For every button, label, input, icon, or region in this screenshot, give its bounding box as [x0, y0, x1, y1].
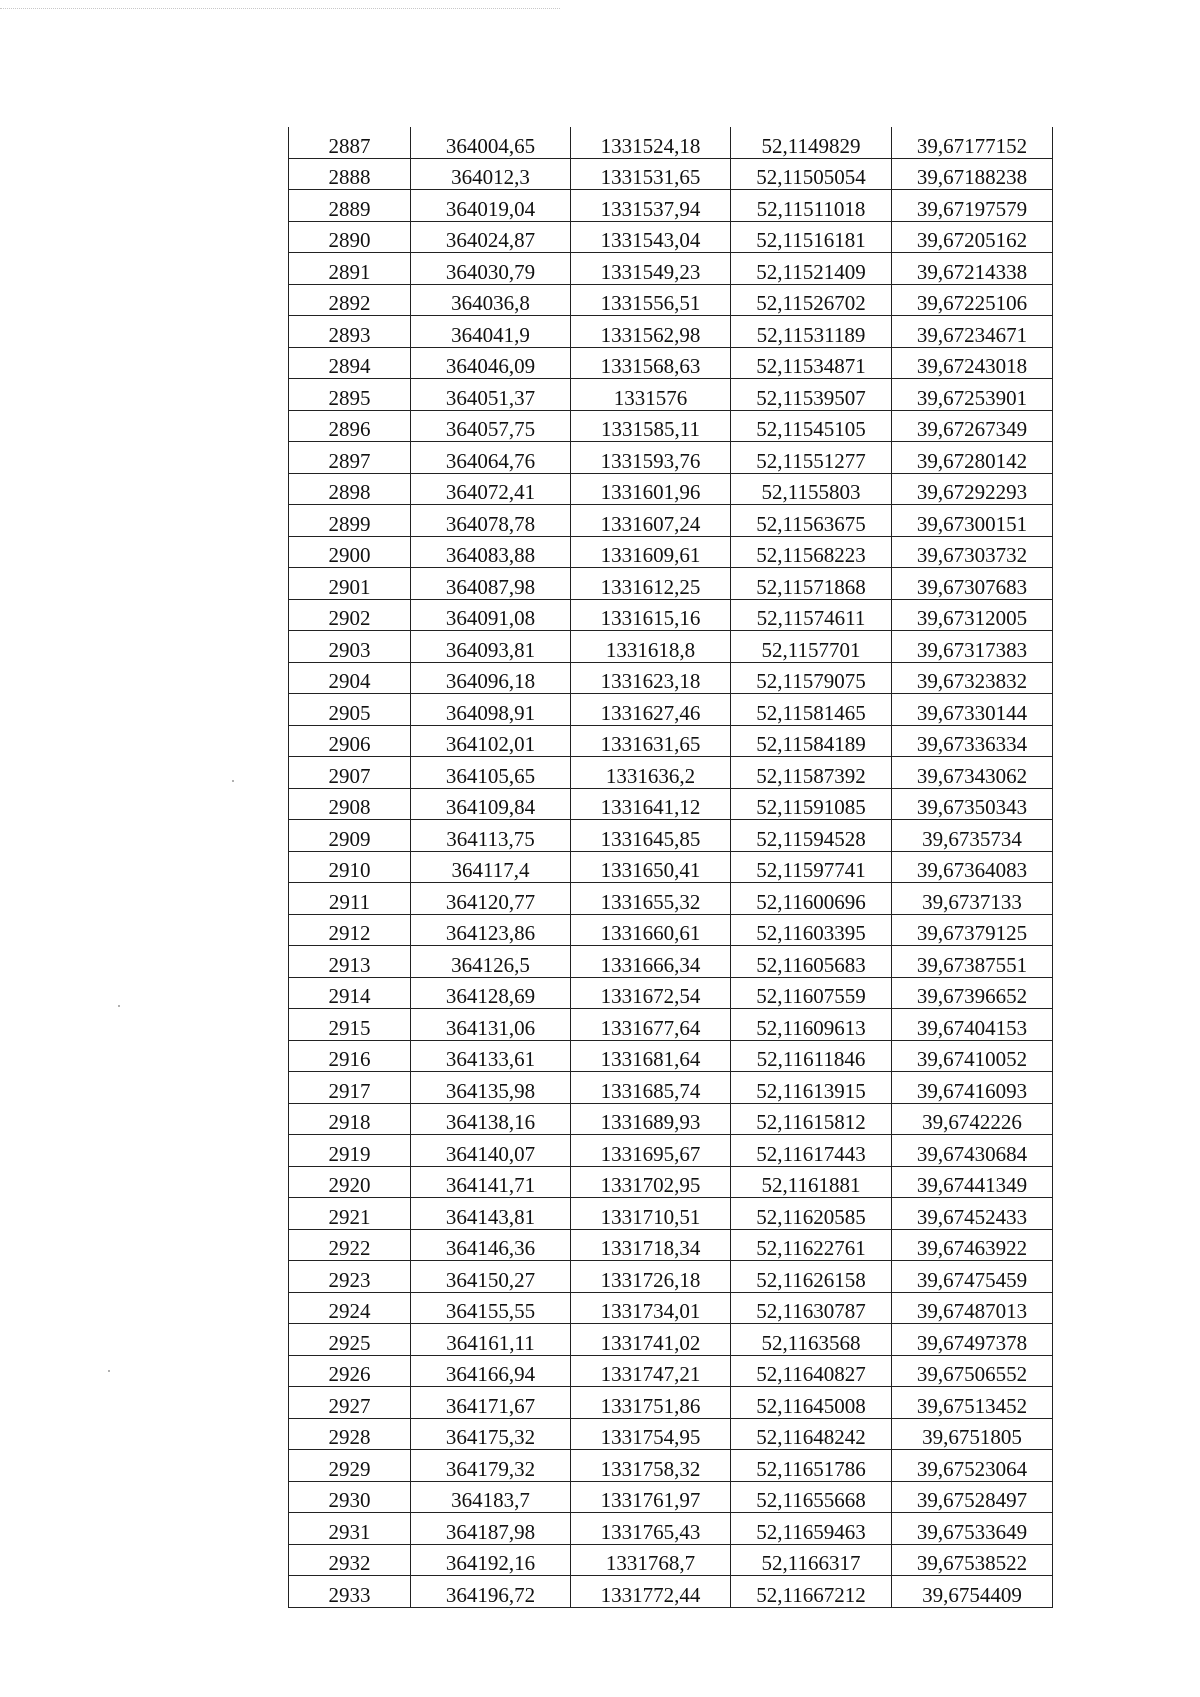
y-coordinate-cell: 1331768,7: [571, 1544, 731, 1576]
latitude-cell: 52,1166317: [731, 1544, 892, 1576]
x-coordinate-cell: 364087,98: [411, 568, 571, 600]
y-coordinate-cell: 1331562,98: [571, 316, 731, 348]
latitude-cell: 52,11615812: [731, 1103, 892, 1135]
longitude-cell: 39,67225106: [892, 284, 1053, 316]
longitude-cell: 39,67303732: [892, 536, 1053, 568]
y-coordinate-cell: 1331524,18: [571, 127, 731, 158]
x-coordinate-cell: 364123,86: [411, 914, 571, 946]
y-coordinate-cell: 1331660,61: [571, 914, 731, 946]
y-coordinate-cell: 1331761,97: [571, 1481, 731, 1513]
x-coordinate-cell: 364083,88: [411, 536, 571, 568]
x-coordinate-cell: 364133,61: [411, 1040, 571, 1072]
table-row: [289, 977, 1053, 1009]
table-row: [289, 253, 1053, 285]
point-number-cell: 2920: [289, 1166, 411, 1198]
y-coordinate-cell: 1331568,63: [571, 347, 731, 379]
point-number-cell: 2907: [289, 757, 411, 789]
point-number-cell: 2894: [289, 347, 411, 379]
y-coordinate-cell: 1331681,64: [571, 1040, 731, 1072]
table-row: [289, 1481, 1053, 1513]
latitude-cell: 52,11579075: [731, 662, 892, 694]
x-coordinate-cell: 364072,41: [411, 473, 571, 505]
y-coordinate-cell: 1331666,34: [571, 946, 731, 978]
y-coordinate-cell: 1331677,64: [571, 1009, 731, 1041]
x-coordinate-cell: 364105,65: [411, 757, 571, 789]
x-coordinate-cell: 364117,4: [411, 851, 571, 883]
scan-artifact-line: [0, 8, 560, 9]
latitude-cell: 52,11516181: [731, 221, 892, 253]
point-number-cell: 2916: [289, 1040, 411, 1072]
y-coordinate-cell: 1331585,11: [571, 410, 731, 442]
table-row: [289, 883, 1053, 915]
point-number-cell: 2922: [289, 1229, 411, 1261]
table-row: [289, 505, 1053, 537]
point-number-cell: 2929: [289, 1450, 411, 1482]
longitude-cell: 39,67364083: [892, 851, 1053, 883]
x-coordinate-cell: 364155,55: [411, 1292, 571, 1324]
y-coordinate-cell: 1331609,61: [571, 536, 731, 568]
y-coordinate-cell: 1331636,2: [571, 757, 731, 789]
y-coordinate-cell: 1331631,65: [571, 725, 731, 757]
longitude-cell: 39,67292293: [892, 473, 1053, 505]
y-coordinate-cell: 1331726,18: [571, 1261, 731, 1293]
point-number-cell: 2908: [289, 788, 411, 820]
latitude-cell: 52,11655668: [731, 1481, 892, 1513]
point-number-cell: 2921: [289, 1198, 411, 1230]
latitude-cell: 52,11587392: [731, 757, 892, 789]
point-number-cell: 2917: [289, 1072, 411, 1104]
x-coordinate-cell: 364041,9: [411, 316, 571, 348]
latitude-cell: 52,11626158: [731, 1261, 892, 1293]
table-row: [289, 1544, 1053, 1576]
point-number-cell: 2887: [289, 127, 411, 158]
longitude-cell: 39,67280142: [892, 442, 1053, 474]
latitude-cell: 52,11531189: [731, 316, 892, 348]
x-coordinate-cell: 364146,36: [411, 1229, 571, 1261]
x-coordinate-cell: 364098,91: [411, 694, 571, 726]
longitude-cell: 39,67253901: [892, 379, 1053, 411]
point-number-cell: 2909: [289, 820, 411, 852]
point-number-cell: 2888: [289, 158, 411, 190]
longitude-cell: 39,67533649: [892, 1513, 1053, 1545]
table-row: [289, 410, 1053, 442]
latitude-cell: 52,11581465: [731, 694, 892, 726]
longitude-cell: 39,67410052: [892, 1040, 1053, 1072]
table-row: [289, 127, 1053, 158]
y-coordinate-cell: 1331747,21: [571, 1355, 731, 1387]
table-row: [289, 1387, 1053, 1419]
point-number-cell: 2891: [289, 253, 411, 285]
x-coordinate-cell: 364138,16: [411, 1103, 571, 1135]
point-number-cell: 2890: [289, 221, 411, 253]
longitude-cell: 39,67336334: [892, 725, 1053, 757]
latitude-cell: 52,11574611: [731, 599, 892, 631]
y-coordinate-cell: 1331607,24: [571, 505, 731, 537]
latitude-cell: 52,11597741: [731, 851, 892, 883]
longitude-cell: 39,67487013: [892, 1292, 1053, 1324]
latitude-cell: 52,11630787: [731, 1292, 892, 1324]
latitude-cell: 52,11551277: [731, 442, 892, 474]
latitude-cell: 52,1155803: [731, 473, 892, 505]
longitude-cell: 39,67243018: [892, 347, 1053, 379]
point-number-cell: 2924: [289, 1292, 411, 1324]
table-row: [289, 568, 1053, 600]
latitude-cell: 52,11594528: [731, 820, 892, 852]
y-coordinate-cell: 1331543,04: [571, 221, 731, 253]
y-coordinate-cell: 1331718,34: [571, 1229, 731, 1261]
latitude-cell: 52,11605683: [731, 946, 892, 978]
table-row: [289, 694, 1053, 726]
x-coordinate-cell: 364166,94: [411, 1355, 571, 1387]
x-coordinate-cell: 364102,01: [411, 725, 571, 757]
latitude-cell: 52,11534871: [731, 347, 892, 379]
x-coordinate-cell: 364030,79: [411, 253, 571, 285]
longitude-cell: 39,6751805: [892, 1418, 1053, 1450]
point-number-cell: 2904: [289, 662, 411, 694]
table-row: [289, 1166, 1053, 1198]
y-coordinate-cell: 1331650,41: [571, 851, 731, 883]
x-coordinate-cell: 364150,27: [411, 1261, 571, 1293]
x-coordinate-cell: 364196,72: [411, 1576, 571, 1608]
latitude-cell: 52,11521409: [731, 253, 892, 285]
y-coordinate-cell: 1331576: [571, 379, 731, 411]
longitude-cell: 39,6754409: [892, 1576, 1053, 1608]
y-coordinate-cell: 1331641,12: [571, 788, 731, 820]
table-row: [289, 221, 1053, 253]
y-coordinate-cell: 1331618,8: [571, 631, 731, 663]
point-number-cell: 2927: [289, 1387, 411, 1419]
latitude-cell: 52,11617443: [731, 1135, 892, 1167]
x-coordinate-cell: 364046,09: [411, 347, 571, 379]
point-number-cell: 2928: [289, 1418, 411, 1450]
coordinate-table: [288, 127, 1053, 1608]
y-coordinate-cell: 1331734,01: [571, 1292, 731, 1324]
table-row: [289, 1292, 1053, 1324]
point-number-cell: 2899: [289, 505, 411, 537]
table-row: [289, 316, 1053, 348]
point-number-cell: 2932: [289, 1544, 411, 1576]
latitude-cell: 52,11613915: [731, 1072, 892, 1104]
point-number-cell: 2919: [289, 1135, 411, 1167]
table-row: [289, 190, 1053, 222]
longitude-cell: 39,67300151: [892, 505, 1053, 537]
table-row: [289, 1324, 1053, 1356]
longitude-cell: 39,67513452: [892, 1387, 1053, 1419]
point-number-cell: 2925: [289, 1324, 411, 1356]
y-coordinate-cell: 1331758,32: [571, 1450, 731, 1482]
y-coordinate-cell: 1331612,25: [571, 568, 731, 600]
longitude-cell: 39,67307683: [892, 568, 1053, 600]
longitude-cell: 39,67323832: [892, 662, 1053, 694]
longitude-cell: 39,67267349: [892, 410, 1053, 442]
point-number-cell: 2931: [289, 1513, 411, 1545]
x-coordinate-cell: 364128,69: [411, 977, 571, 1009]
table-row: [289, 914, 1053, 946]
x-coordinate-cell: 364140,07: [411, 1135, 571, 1167]
y-coordinate-cell: 1331627,46: [571, 694, 731, 726]
table-row: [289, 820, 1053, 852]
latitude-cell: 52,11648242: [731, 1418, 892, 1450]
y-coordinate-cell: 1331689,93: [571, 1103, 731, 1135]
longitude-cell: 39,67528497: [892, 1481, 1053, 1513]
y-coordinate-cell: 1331549,23: [571, 253, 731, 285]
longitude-cell: 39,67463922: [892, 1229, 1053, 1261]
point-number-cell: 2896: [289, 410, 411, 442]
point-number-cell: 2892: [289, 284, 411, 316]
x-coordinate-cell: 364078,78: [411, 505, 571, 537]
x-coordinate-cell: 364131,06: [411, 1009, 571, 1041]
scan-speck: [118, 1005, 120, 1007]
table-row: [289, 284, 1053, 316]
x-coordinate-cell: 364183,7: [411, 1481, 571, 1513]
longitude-cell: 39,67188238: [892, 158, 1053, 190]
latitude-cell: 52,1149829: [731, 127, 892, 158]
latitude-cell: 52,11607559: [731, 977, 892, 1009]
x-coordinate-cell: 364175,32: [411, 1418, 571, 1450]
longitude-cell: 39,67523064: [892, 1450, 1053, 1482]
x-coordinate-cell: 364019,04: [411, 190, 571, 222]
y-coordinate-cell: 1331765,43: [571, 1513, 731, 1545]
x-coordinate-cell: 364024,87: [411, 221, 571, 253]
table-row: [289, 473, 1053, 505]
point-number-cell: 2926: [289, 1355, 411, 1387]
longitude-cell: 39,67538522: [892, 1544, 1053, 1576]
point-number-cell: 2911: [289, 883, 411, 915]
latitude-cell: 52,11545105: [731, 410, 892, 442]
longitude-cell: 39,67430684: [892, 1135, 1053, 1167]
longitude-cell: 39,6737133: [892, 883, 1053, 915]
table-row: [289, 1513, 1053, 1545]
x-coordinate-cell: 364135,98: [411, 1072, 571, 1104]
y-coordinate-cell: 1331601,96: [571, 473, 731, 505]
y-coordinate-cell: 1331754,95: [571, 1418, 731, 1450]
table-row: [289, 1229, 1053, 1261]
x-coordinate-cell: 364051,37: [411, 379, 571, 411]
point-number-cell: 2893: [289, 316, 411, 348]
x-coordinate-cell: 364171,67: [411, 1387, 571, 1419]
x-coordinate-cell: 364036,8: [411, 284, 571, 316]
point-number-cell: 2901: [289, 568, 411, 600]
point-number-cell: 2913: [289, 946, 411, 978]
y-coordinate-cell: 1331685,74: [571, 1072, 731, 1104]
x-coordinate-cell: 364126,5: [411, 946, 571, 978]
y-coordinate-cell: 1331531,65: [571, 158, 731, 190]
table-row: [289, 158, 1053, 190]
longitude-cell: 39,67343062: [892, 757, 1053, 789]
longitude-cell: 39,67234671: [892, 316, 1053, 348]
latitude-cell: 52,11640827: [731, 1355, 892, 1387]
point-number-cell: 2918: [289, 1103, 411, 1135]
y-coordinate-cell: 1331672,54: [571, 977, 731, 1009]
point-number-cell: 2898: [289, 473, 411, 505]
y-coordinate-cell: 1331645,85: [571, 820, 731, 852]
scan-speck: [108, 1370, 110, 1372]
table-row: [289, 946, 1053, 978]
point-number-cell: 2910: [289, 851, 411, 883]
latitude-cell: 52,1161881: [731, 1166, 892, 1198]
y-coordinate-cell: 1331710,51: [571, 1198, 731, 1230]
longitude-cell: 39,6742226: [892, 1103, 1053, 1135]
latitude-cell: 52,1157701: [731, 631, 892, 663]
longitude-cell: 39,67330144: [892, 694, 1053, 726]
table-row: [289, 1135, 1053, 1167]
latitude-cell: 52,11591085: [731, 788, 892, 820]
y-coordinate-cell: 1331623,18: [571, 662, 731, 694]
table-row: [289, 757, 1053, 789]
y-coordinate-cell: 1331615,16: [571, 599, 731, 631]
coordinate-table-body: [289, 127, 1053, 1607]
point-number-cell: 2914: [289, 977, 411, 1009]
latitude-cell: 52,11526702: [731, 284, 892, 316]
table-row: [289, 536, 1053, 568]
longitude-cell: 39,67379125: [892, 914, 1053, 946]
y-coordinate-cell: 1331772,44: [571, 1576, 731, 1608]
latitude-cell: 52,11667212: [731, 1576, 892, 1608]
latitude-cell: 52,11645008: [731, 1387, 892, 1419]
y-coordinate-cell: 1331537,94: [571, 190, 731, 222]
longitude-cell: 39,67441349: [892, 1166, 1053, 1198]
x-coordinate-cell: 364192,16: [411, 1544, 571, 1576]
table-row: [289, 1009, 1053, 1041]
x-coordinate-cell: 364091,08: [411, 599, 571, 631]
latitude-cell: 52,1163568: [731, 1324, 892, 1356]
point-number-cell: 2905: [289, 694, 411, 726]
latitude-cell: 52,11539507: [731, 379, 892, 411]
x-coordinate-cell: 364057,75: [411, 410, 571, 442]
longitude-cell: 39,67205162: [892, 221, 1053, 253]
longitude-cell: 39,67317383: [892, 631, 1053, 663]
point-number-cell: 2912: [289, 914, 411, 946]
table-row: [289, 1355, 1053, 1387]
table-row: [289, 1198, 1053, 1230]
point-number-cell: 2897: [289, 442, 411, 474]
x-coordinate-cell: 364161,11: [411, 1324, 571, 1356]
table-row: [289, 1450, 1053, 1482]
x-coordinate-cell: 364120,77: [411, 883, 571, 915]
y-coordinate-cell: 1331751,86: [571, 1387, 731, 1419]
y-coordinate-cell: 1331655,32: [571, 883, 731, 915]
y-coordinate-cell: 1331695,67: [571, 1135, 731, 1167]
longitude-cell: 39,67416093: [892, 1072, 1053, 1104]
table-row: [289, 347, 1053, 379]
table-row: [289, 1261, 1053, 1293]
point-number-cell: 2906: [289, 725, 411, 757]
longitude-cell: 39,67214338: [892, 253, 1053, 285]
table-row: [289, 631, 1053, 663]
x-coordinate-cell: 364064,76: [411, 442, 571, 474]
scan-speck: [232, 780, 234, 782]
latitude-cell: 52,11600696: [731, 883, 892, 915]
table-row: [289, 379, 1053, 411]
point-number-cell: 2933: [289, 1576, 411, 1608]
x-coordinate-cell: 364141,71: [411, 1166, 571, 1198]
latitude-cell: 52,11651786: [731, 1450, 892, 1482]
table-row: [289, 788, 1053, 820]
latitude-cell: 52,11659463: [731, 1513, 892, 1545]
latitude-cell: 52,11584189: [731, 725, 892, 757]
longitude-cell: 39,67452433: [892, 1198, 1053, 1230]
latitude-cell: 52,11603395: [731, 914, 892, 946]
latitude-cell: 52,11622761: [731, 1229, 892, 1261]
longitude-cell: 39,67312005: [892, 599, 1053, 631]
point-number-cell: 2903: [289, 631, 411, 663]
table-row: [289, 851, 1053, 883]
longitude-cell: 39,67404153: [892, 1009, 1053, 1041]
latitude-cell: 52,11568223: [731, 536, 892, 568]
y-coordinate-cell: 1331556,51: [571, 284, 731, 316]
longitude-cell: 39,67506552: [892, 1355, 1053, 1387]
table-row: [289, 1418, 1053, 1450]
table-row: [289, 662, 1053, 694]
table-row: [289, 442, 1053, 474]
table-row: [289, 599, 1053, 631]
point-number-cell: 2915: [289, 1009, 411, 1041]
latitude-cell: 52,11609613: [731, 1009, 892, 1041]
latitude-cell: 52,11571868: [731, 568, 892, 600]
table-row: [289, 1072, 1053, 1104]
x-coordinate-cell: 364012,3: [411, 158, 571, 190]
x-coordinate-cell: 364004,65: [411, 127, 571, 158]
table-row: [289, 1040, 1053, 1072]
longitude-cell: 39,67396652: [892, 977, 1053, 1009]
longitude-cell: 39,67177152: [892, 127, 1053, 158]
x-coordinate-cell: 364143,81: [411, 1198, 571, 1230]
longitude-cell: 39,67350343: [892, 788, 1053, 820]
point-number-cell: 2900: [289, 536, 411, 568]
point-number-cell: 2895: [289, 379, 411, 411]
point-number-cell: 2902: [289, 599, 411, 631]
y-coordinate-cell: 1331593,76: [571, 442, 731, 474]
x-coordinate-cell: 364179,32: [411, 1450, 571, 1482]
x-coordinate-cell: 364096,18: [411, 662, 571, 694]
point-number-cell: 2930: [289, 1481, 411, 1513]
longitude-cell: 39,67475459: [892, 1261, 1053, 1293]
y-coordinate-cell: 1331702,95: [571, 1166, 731, 1198]
latitude-cell: 52,11505054: [731, 158, 892, 190]
latitude-cell: 52,11511018: [731, 190, 892, 222]
x-coordinate-cell: 364093,81: [411, 631, 571, 663]
latitude-cell: 52,11620585: [731, 1198, 892, 1230]
longitude-cell: 39,67387551: [892, 946, 1053, 978]
latitude-cell: 52,11563675: [731, 505, 892, 537]
x-coordinate-cell: 364187,98: [411, 1513, 571, 1545]
longitude-cell: 39,67497378: [892, 1324, 1053, 1356]
x-coordinate-cell: 364109,84: [411, 788, 571, 820]
table-row: [289, 1103, 1053, 1135]
point-number-cell: 2923: [289, 1261, 411, 1293]
y-coordinate-cell: 1331741,02: [571, 1324, 731, 1356]
longitude-cell: 39,67197579: [892, 190, 1053, 222]
point-number-cell: 2889: [289, 190, 411, 222]
x-coordinate-cell: 364113,75: [411, 820, 571, 852]
table-row: [289, 725, 1053, 757]
latitude-cell: 52,11611846: [731, 1040, 892, 1072]
longitude-cell: 39,6735734: [892, 820, 1053, 852]
table-row: [289, 1576, 1053, 1608]
